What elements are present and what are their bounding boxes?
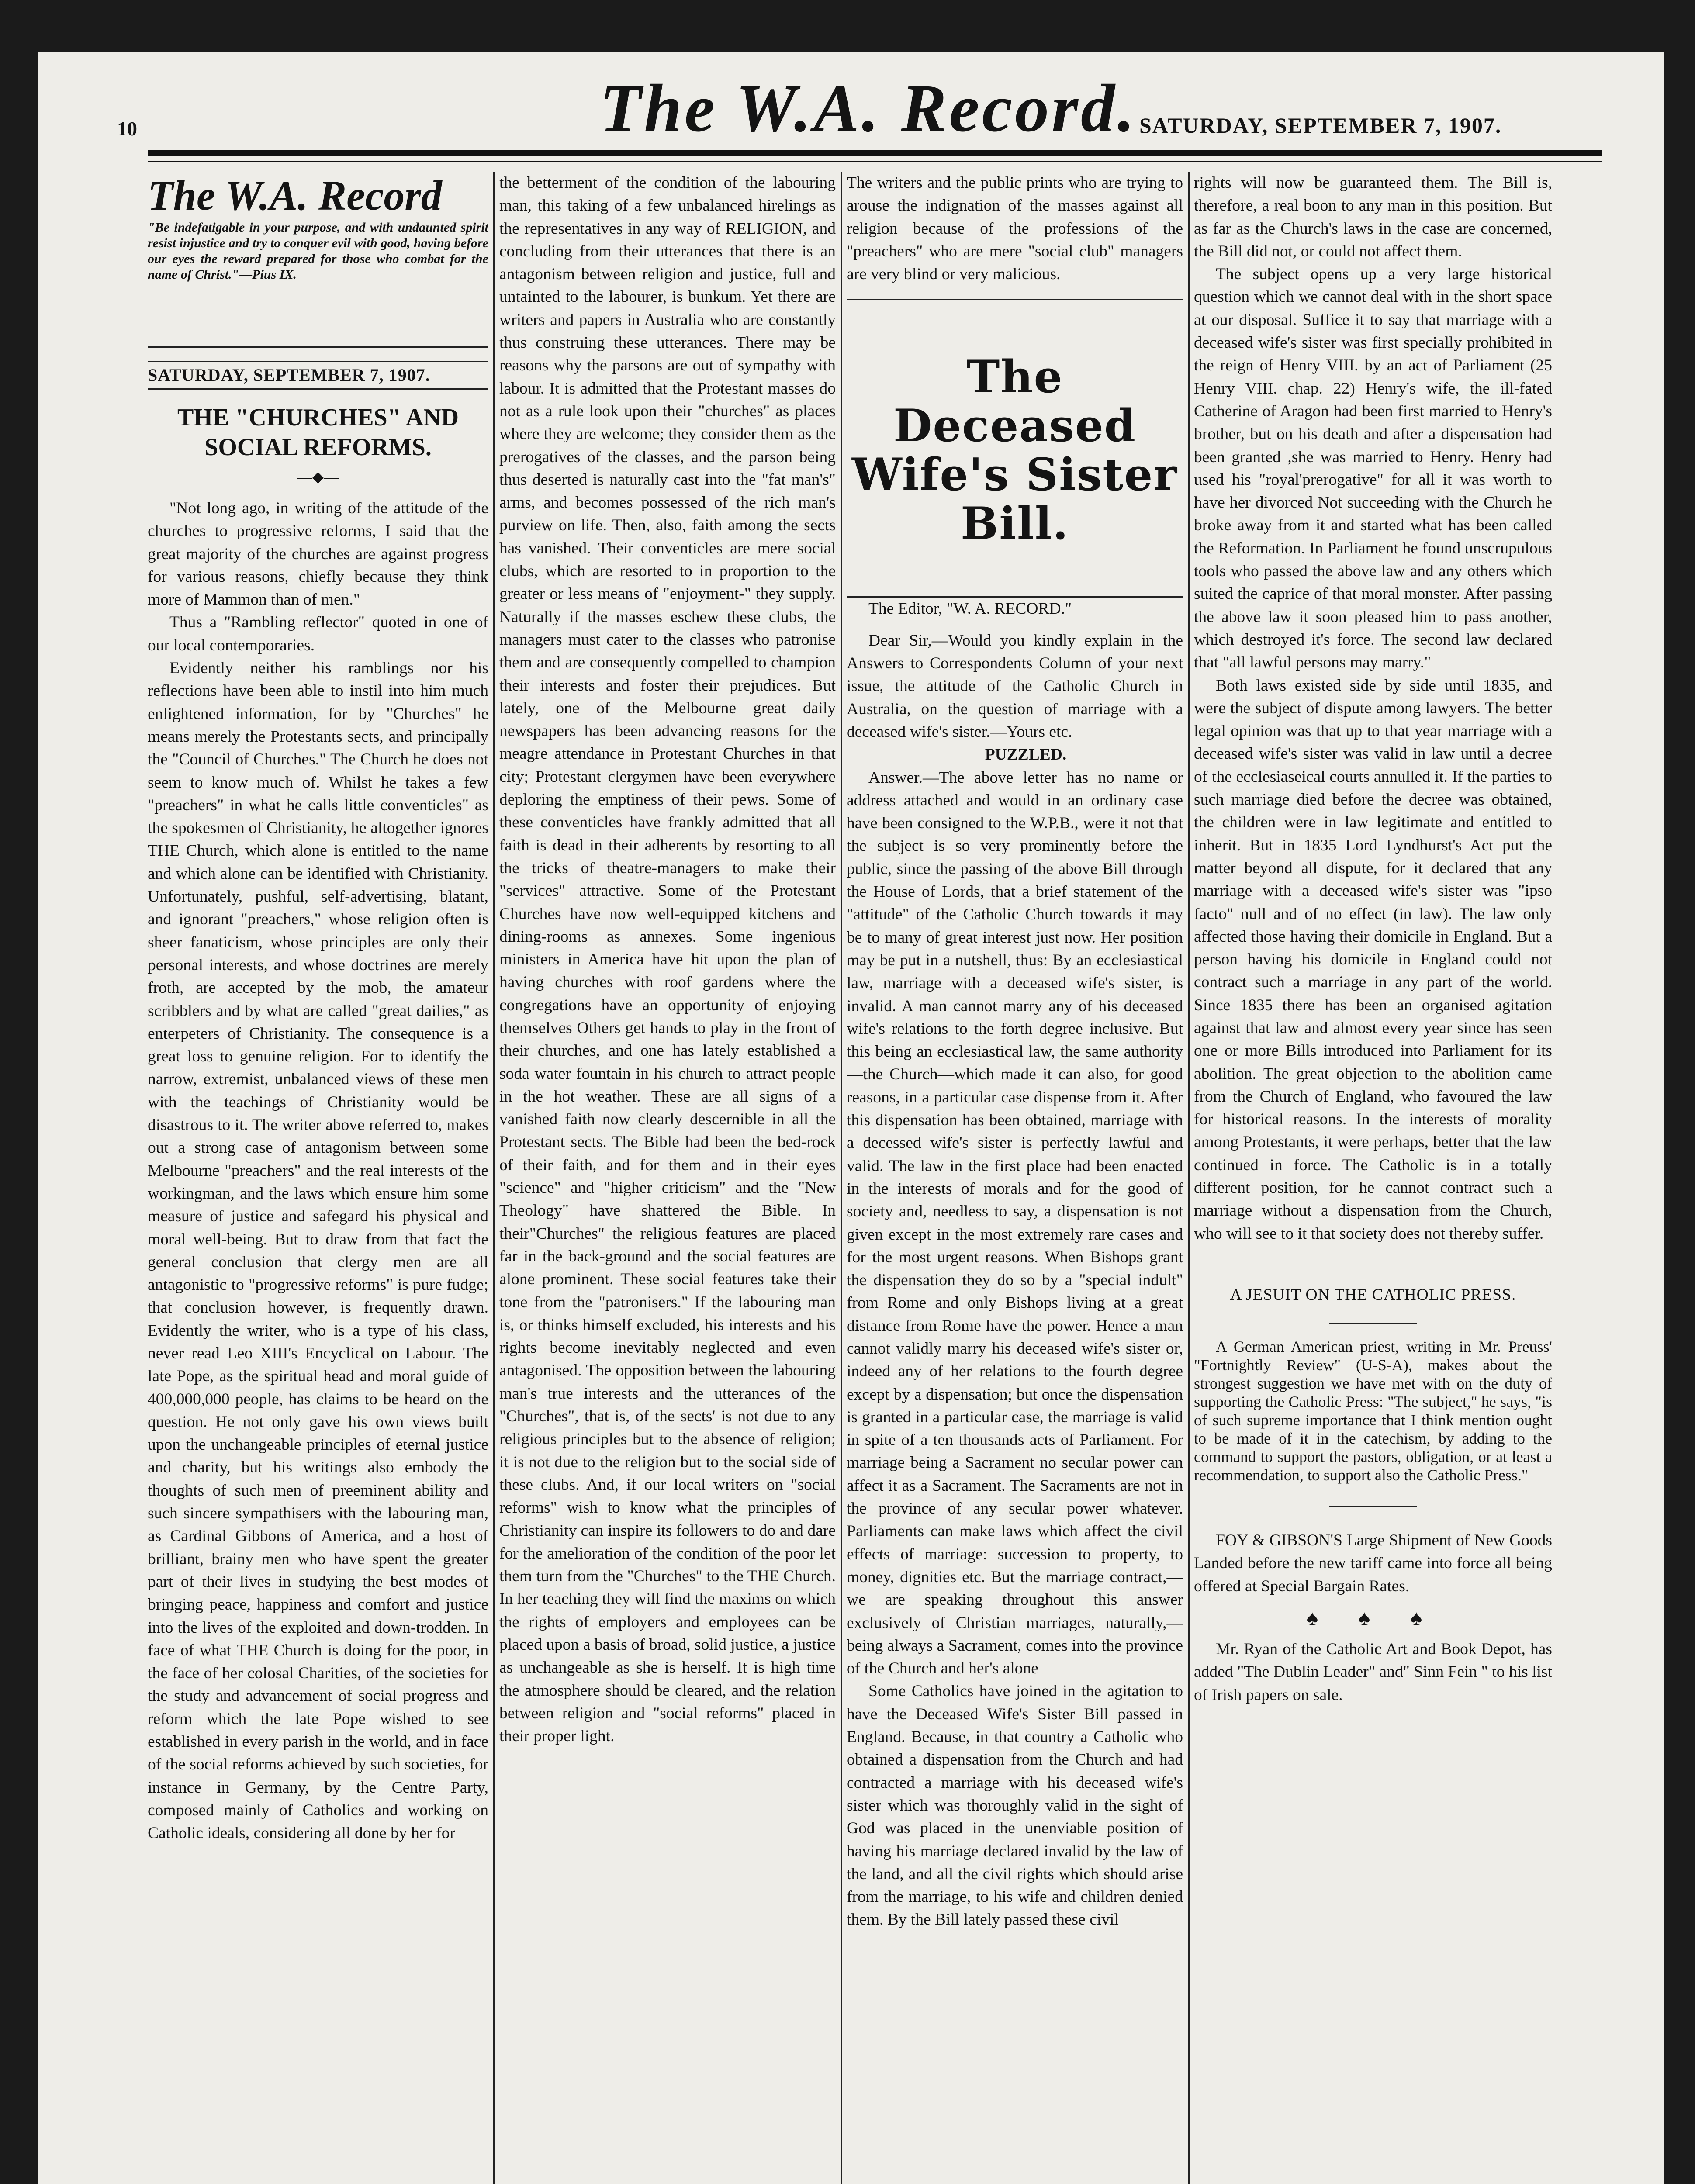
column-divider bbox=[1188, 172, 1190, 2184]
article-headline-jesuit: A JESUIT ON THE CATHOLIC PRESS. bbox=[1230, 1286, 1516, 1304]
headline-ornament: —◆— bbox=[297, 469, 339, 485]
notice-ryan: Mr. Ryan of the Catholic Art and Book Depot, has added "The Dublin Leader" and" Sinn Fein " to his list of Irish papers on sale. bbox=[1194, 1640, 1552, 1704]
article-paragraph: Thus a "Rambling reflector" quoted in one of our local contemporaries. bbox=[148, 613, 488, 654]
masthead-date: SATURDAY, SEPTEMBER 7, 1907. bbox=[1139, 113, 1502, 138]
flag-box bbox=[148, 172, 488, 348]
article-paragraph: "Not long ago, in writing of the attitude of the churches to progressive reforms, I said that the great majority of the churches are against progress for various reasons, chiefly because they think more of Mammon than of men." bbox=[148, 499, 488, 609]
letter-salutation: The Editor, "W. A. RECORD." bbox=[868, 600, 1072, 618]
article-paragraph: Answer.—The above letter has no name or address attached and would in an ordinary case have been consigned to the W.P.B., were it not that the subject is so very prominently before the public, since the passing of the above Bill through the House of Lords, that a brief statement of the "attitude" of the Catholic Church towards it may be to many of great interest just now. Her position may be put in a nutshell, thus: By an ecclesiastical law, marriage with a deceased wife's sister, is invalid. A man cannot marry any of his deceased wife's relations to the forth degree inclusive. But this being an ecclesiastical law, the same authority—the Church—which made it can also, for good reasons, in a particular case dispense from it. After this dispensation has been obtained, marriage with a decessed wife's sister is perfectly lawful and valid. The law in the first place had been enacted in the interests of morals and for the good of society and, needless to say, a dispensation is not given except in the most extremely rare cases and for the most urgent reasons. When Bishops grant the dispensation they do so by a "special indult" from Rome and only Bishops living at a great distance from Rome have the power. Hence a man cannot validly marry his deceased wife's sister or, indeed any of her relations to the fourth degree except by a dispensation; but once the dispensation is granted in a particular case, the marriage is valid in spite of a ten thousands acts of Parliament. For marriage being a Sacrament no secular power can affect it as a Sacrament. The Sacraments are not in the province of any secular power whatever. Parliaments can make laws which affect the civil effects of marriage: succession to property, to money, dignities etc. But the marriage contract,—we are speaking throughout this answer exclusively of Christian marriages, naturally,—being always a Sacrament, comes into the province of the Church and her's alone bbox=[847, 768, 1183, 1678]
short-rule bbox=[1329, 1323, 1417, 1324]
column-3 bbox=[847, 172, 1183, 2184]
flag-motto: "Be indefatigable in your purpose, and with undaunted spirit resist injustice and try to conquer evil with good, having before our eyes the reward prepared for those who combat for the name of Christ."—Pius IX. bbox=[148, 220, 488, 282]
article-paragraph: Both laws existed side by side until 1835, and were the subject of dispute among lawyers. The better legal opinion was that up to that year marriage with a deceased wife's sister was valid in law until a decree of the ecclesiaseical courts annulled it. If the parties to such marriage died before the decree was obtained, the children were in law legitimate and entitled to inherit. But in 1835 Lord Lyndhurst's Act put the matter beyond all dispute, for it declared that any marriage with a deceased wife's sister was "ipso facto" null and of no effect (in law). The law only affected those having their domicile in England. But a person having his domicile in England could not contract such a marriage in any part of the world. Since 1835 there has been an organised agitation against that law and almost every year since has seen one or more Bills introduced into Parliament for its abolition. The great objection to the abolition came from the Church of England, who favoured the law for historical reasons. In the interests of morality among Protestants, it were perhaps, better that the law continued in force. The Catholic is in a totally different position, for he cannot contract such a marriage without a dispensation from the Church, who will see to it that society does not thereby suffer. bbox=[1194, 676, 1552, 1243]
article-paragraph: The writers and the public prints who are trying to arouse the indignation of the masses against all religion because of the professions of the "preachers" who are mere "social club" managers are very blind or very malicious. bbox=[847, 174, 1183, 283]
column-2 bbox=[499, 172, 836, 2184]
letter-body: Dear Sir,—Would you kindly explain in the Answers to Correspondents Column of your next issue, the attitude of the Catholic Church in Australia, on the question of marriage with a deceased wife's sister.—Yours etc. bbox=[847, 631, 1183, 741]
flag-date: SATURDAY, SEPTEMBER 7, 1907. bbox=[148, 361, 488, 390]
short-rule bbox=[1329, 1506, 1417, 1507]
article-paragraph: the betterment of the condition of the labouring man, this taking of a few unbalanced hirelings as the representatives in any way of RELIGION, and concluding from their utterances that there is an antagonism between religion and justice, full and untainted to the labourer, is bunkum. Yet there are writers and papers in Australia who are constantly thus construing these utterances. There may be reasons why the parsons are out of sympathy with labour. It is admitted that the Protestant masses do not as a rule look upon their "churches" as places where they are welcome; they consider them as the prerogatives of the classes, and the parson being thus deserted is naturally cast into the "fat man's" arms, and becomes possessed of the rich man's purview on life. Then, also, faith among the sects has vanished. Their conventicles are mere social clubs, which are resorted to in proportion to the greater or less means of "enjoyment-" they supply. Naturally if the masses eschew these clubs, the managers must cater to the classes who patronise them and are consequently compelled to champion their interests and foster their prejudices. But lately, one of the Melbourne great daily newspapers has been advancing reasons for the meagre attendance in Protestant Churches in that city; Protestant clergymen have been everywhere deploring the emptiness of their pews. Some of these conventicles have frankly admitted that all faith is dead in their adherents by resorting to all the tricks of theatre-managers to make their "services" attractive. Some of the Protestant Churches have now well-equipped kitchens and dining-rooms as annexes. Some ingenious ministers in America have hit upon the plan of having churches with roof gardens where the congregations have an opportunity of enjoying themselves Others get hands to play in the front of their churches, and one has lately established a soda water fountain in his church to attract people in the hot weather. These are all signs of a vanished faith now clearly descernible in all the Protestant sects. The Bible had been the bed-rock of their faith, and for them and in their eyes "science" and "higher criticism" and the "New Theology" have shattered the Bible. In their"Churches" the religious features are placed far in the back-ground and the social features are alone prominent. These social features take their tone from the "patronisers." If the labouring man is, or thinks himself excluded, his interests and his rights become inevitably neglected and even antagonised. The opposition between the labouring man's true interests and the utterances of the "Churches", that is, of the sects' is not due to any religious principles but to the absence of religion; it is not due to the religion but to the social side of these clubs. And, if our local writers on "social reforms" wish to know what the principles of Christianity can inspire its followers to do and dare for the amelioration of the condition of the poor let them turn from the "Churches" to the THE Church. In her teaching they will find the maxims on which the rights of employers and employees can be placed upon a basis of broad, solid justice, a justice as unchangeable as she is herself. It is high time the atmosphere should be cleared, and the relation between religion and "social reforms" placed in their proper light. bbox=[499, 174, 836, 1745]
masthead-rule-thick bbox=[148, 150, 1602, 156]
column-4 bbox=[1194, 172, 1552, 2184]
letter-signature: PUZZLED. bbox=[985, 746, 1067, 764]
article-headline-deceased-wife: The Deceased Wife's Sister Bill. bbox=[851, 351, 1178, 550]
flag-title: The W.A. Record bbox=[148, 172, 442, 219]
article-paragraph: A German American priest, writing in Mr. Preuss' "Fortnightly Review" (U-S-A), makes about the strongest suggestion we have met with on the duty of supporting the Catholic Press: "The subject," he says, "is of such supreme importance that I think mention ought to be made of it in the catechism, by adding to the command to support the pastors, obligation, or at least a recommendation, to support also the Catholic Press." bbox=[1194, 1337, 1552, 1484]
article-paragraph: rights will now be guaranteed them. The Bill is, therefore, a real boon to any man in this position. But as far as the Church's laws in the case are concerned, the Bill did not, or could not affect them. bbox=[1194, 174, 1552, 260]
column-1 bbox=[148, 172, 488, 2184]
article-closing-box bbox=[847, 172, 1183, 300]
masthead-title: The W.A. Record. bbox=[600, 70, 1137, 146]
article-headline-churches: THE "CHURCHES" AND SOCIAL REFORMS. bbox=[177, 404, 459, 461]
column-divider bbox=[841, 172, 842, 2184]
notice-foy-gibson: FOY & GIBSON'S Large Shipment of New Goods Landed before the new tariff came into force all being offered at Special Bargain Rates. bbox=[1194, 1531, 1552, 1595]
masthead bbox=[38, 52, 1664, 156]
article-paragraph: Some Catholics have joined in the agitation to have the Deceased Wife's Sister Bill passed in England. Because, in that country a Catholic who obtained a dispensation from the Church and had contracted a marriage with his deceased wife's sister which was thoroughly valid in the sight of God was placed in the unenviable position of having his marriage declared invalid by the law of the land, and all the civil rights which should arise from the marriage, to his wife and children denied them. By the Bill lately passed these civil bbox=[847, 1682, 1183, 1929]
article-paragraph: Evidently neither his ramblings nor his reflections have been able to instil into him much enlightened information, for by "Churches" he means merely the Protestants sects, and principally the "Council of Churches." The Church he does not seem to know much of. Whilst he takes a few "preachers" in what he calls little conventicles" as the spokesmen of Christianity, he altogether ignores THE Church, which alone is entitled to the name and which alone can be identified with Christianity. Unfortunately, pushful, self-advertising, blatant, and ignorant "preachers," whose religion often is sheer fanaticism, whose principles are only their personal interests, and whose doctrines are merely froth, are accepted by the mob, the amateur scribblers and by what are called "great dailies," as enterpeters of Christianity. The consequence is a great loss to genuine religion. For to identify the narrow, extremist, unbalanced views of these men with the teachings of Christianity would be disastrous to it. The writer above referred to, makes out a strong case of antagonism between some Melbourne "preachers" and the real interests of the workingman, and the laws which ensure him some measure of justice and safegard his physical and moral well-being. But to draw from that fact the general conclusion that clergy men are all antagonistic to "progressive reforms" is pure fudge; that conclusion however, is frequently drawn. Evidently the writer, who is a type of his class, never read Leo XIII's Encyclical on Labour. The late Pope, as the spiritual head and moral guide of 400,000,000 people, has claims to be heard on the question. He not only gave his own views built upon the unchangeable principles of eternal justice and charity, but his writings also embody the thoughts of such men of preeminent ability and such sincere sympathisers with the labouring man, as Cardinal Gibbons of America, and a host of brilliant, brainy men who have spent the greater part of their lives in studying the best modes of bringing peace, happiness and comfort and justice into the lives of the exploited and down-trodden. In face of what THE Church is doing for the poor, in the face of her colosal Charities, of the societies for the study and advancement of social progress and reform which the late Pope wished to see established in every parish in the world, and in face of the social reforms achieved by such societies, for instance in Germany, by the Centre Party, composed mainly of Catholics and working on Catholic ideals, considering all done by her for bbox=[148, 659, 488, 1842]
newspaper-page bbox=[38, 52, 1664, 2184]
column-divider bbox=[493, 172, 495, 2184]
spade-ornament: ♠ ♠ ♠ bbox=[1306, 1605, 1440, 1630]
page-number: 10 bbox=[117, 117, 137, 140]
masthead-rule-thin bbox=[148, 161, 1602, 162]
article-paragraph: The subject opens up a very large historical question which we cannot deal with in the short space at our disposal. Suffice it to say that marriage with a deceased wife's sister was first specially prohibited in the reign of Henry VIII. by an act of Parliament (25 Henry VIII. chap. 22) Henry's wife, the ill-fated Catherine of Aragon had been first married to Henry's brother, but on his death and after a dispensation had been granted ,she was married to Henry. Henry had used his "royal'prerogative" for all it was worth to have her divorced Not succeeding with the Church he broke away from it and started what has been called the Reformation. In Parliament he found unscrupulous tools who passed the above law and any others which suited the caprice of that moral monster. After passing the above law it soon pleased him to pass another, which destroyed it's force. The second law declared that "all lawful persons may marry." bbox=[1194, 265, 1552, 672]
